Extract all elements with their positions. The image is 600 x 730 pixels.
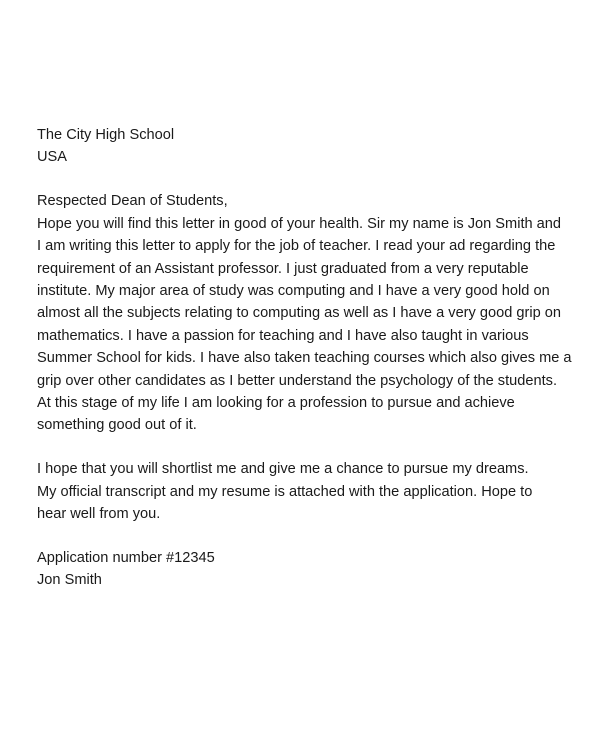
paragraph-1 [37,213,577,437]
paragraph-line: requirement of an Assistant professor. I just graduated from a very reputable [37,260,529,277]
paragraph-line: grip over other candidates as I better understand the psychology of the students. [37,372,558,389]
paragraph-line: Summer School for kids. I have also taken teaching courses which also gives me a [37,350,572,367]
school-name: The City High School [37,127,175,143]
paragraph-line: I hope that you will shortlist me and give me a chance to pursue my dreams. [37,461,529,478]
paragraph-line: Hope you will find this letter in good of your health. Sir my name is Jon Smith and [37,215,562,232]
signature-name: Jon Smith [37,572,102,589]
spacer [37,526,577,548]
spacer [37,437,577,459]
country: USA [37,149,68,166]
application-number: Application number #12345 [37,550,215,566]
paragraph-line: institute. My major area of study was computing and I have a very good hold on [37,282,550,299]
paragraph-line: At this stage of my life I am looking for a profession to pursue and achieve [37,394,515,411]
paragraph-line: something good out of it. [37,417,197,434]
paragraph-line: mathematics. I have a passion for teaching and I have also taught in various [37,327,529,344]
recipient-address [37,124,577,169]
paragraph-2 [37,458,577,525]
paragraph-line: almost all the subjects relating to computing as well as I have a very good grip on [37,305,562,322]
paragraph-line: My official transcript and my resume is attached with the application. Hope to [37,483,533,500]
paragraph-line: hear well from you. [37,506,161,523]
closing-block [37,547,577,592]
salutation: Respected Dean of Students, [37,193,228,210]
paragraph-line: I am writing this letter to apply for the job of teacher. I read your ad regarding the [37,238,556,255]
letter-body [37,124,577,592]
spacer [37,169,577,191]
